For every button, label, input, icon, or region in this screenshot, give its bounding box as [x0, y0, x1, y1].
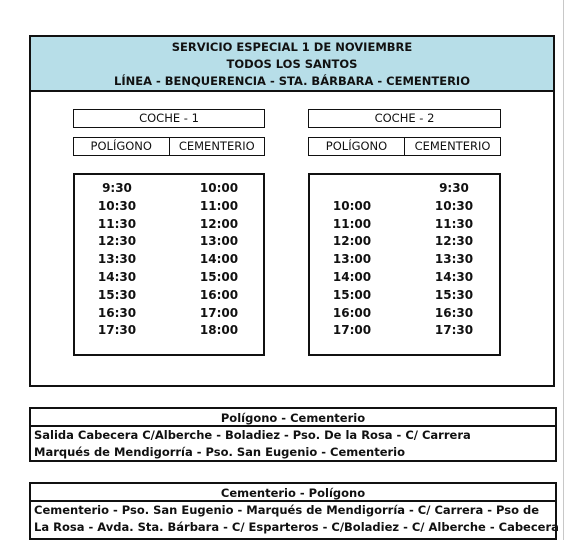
- coche-2-cementerio-time: 10:30: [434, 198, 474, 213]
- coche-1-time-row: [75, 179, 263, 197]
- coche-2-cementerio-time: 14:30: [434, 270, 474, 284]
- coche-2-cementerio-time: 17:30: [434, 323, 474, 338]
- coche-2-col-cementerio: CEMENTERIO: [404, 138, 500, 155]
- header-line-2: TODOS LOS SANTOS: [226, 57, 358, 71]
- coche-1-col-cementerio: CEMENTERIO: [169, 138, 265, 155]
- coche-2-col-poligono: POLÍGONO: [325, 139, 388, 153]
- coche-1-time-row: [75, 197, 263, 215]
- coche-1-poligono-time: 12:30: [97, 234, 137, 249]
- coche-2-cementerio-time: 9:30: [439, 181, 469, 195]
- coche-1-time-row: [75, 321, 263, 339]
- page-edge-line: [563, 0, 564, 540]
- coche-1-title: COCHE - 1: [73, 109, 265, 128]
- coche-2-cementerio-time: 13:30: [434, 252, 474, 267]
- coche-1-cementerio-time: 17:00: [199, 305, 239, 320]
- coche-2-poligono-time: 11:00: [332, 216, 372, 231]
- coche-1-poligono-time: 9:30: [102, 181, 132, 195]
- coche-1-poligono-time: 15:30: [97, 287, 137, 302]
- coche-2-time-row: [310, 286, 499, 304]
- coche-2-poligono-time: 13:00: [332, 252, 372, 267]
- coche-1-time-row: [75, 250, 263, 268]
- coche-2-poligono-time: 17:00: [332, 323, 372, 338]
- coche-2-cementerio-time: 12:30: [434, 234, 474, 249]
- coche-1-poligono-time: 13:30: [97, 252, 137, 267]
- coche-2-time-row: [310, 321, 499, 339]
- coche-2-time-row: [310, 179, 499, 197]
- coche-1-cementerio-time: 15:00: [199, 270, 239, 284]
- coche-1-poligono-time: 16:30: [97, 305, 137, 320]
- schedule-header: [31, 37, 553, 92]
- route-cementerio-poligono: [29, 482, 557, 540]
- coche-2-time-row: [310, 232, 499, 250]
- coche-1-cementerio-time: 18:00: [199, 323, 239, 338]
- header-line-1: SERVICIO ESPECIAL 1 DE NOVIEMBRE: [171, 40, 413, 54]
- coche-2-title: COCHE - 2: [308, 109, 501, 128]
- coche-2-poligono-time: 10:00: [332, 198, 372, 213]
- coche-2-time-row: [310, 215, 499, 233]
- coche-2-time-row: [310, 268, 499, 286]
- coche-1-time-row: [75, 286, 263, 304]
- route-poligono-cementerio: [29, 407, 557, 462]
- coche-1-poligono-time: 10:30: [97, 198, 137, 213]
- coche-2-poligono-time: 15:00: [332, 287, 372, 302]
- coche-1-col-poligono: POLÍGONO: [90, 139, 152, 153]
- coche-1-column-headers: [73, 137, 265, 156]
- route-1-line-2: Marqués de Mendigorría - Pso. San Eugenio - Cementerio: [34, 445, 406, 459]
- schedule-panel: [29, 35, 555, 387]
- coche-2-timetable: [308, 173, 501, 356]
- coche-1-cementerio-time: 10:00: [199, 181, 239, 195]
- coche-1-time-row: [75, 268, 263, 286]
- coche-1-time-row: [75, 215, 263, 233]
- coche-1-cementerio-time: 12:00: [199, 216, 239, 231]
- coche-1-cementerio-time: 14:00: [199, 252, 239, 267]
- coche-1-timetable: [73, 173, 265, 356]
- route-1-line-1: Salida Cabecera C/Alberche - Boladiez - Pso. De la Rosa - C/ Carrera: [34, 428, 471, 442]
- coche-2-time-row: [310, 250, 499, 268]
- route-2-title: Cementerio - Polígono: [31, 484, 555, 502]
- coche-2-cementerio-time: 11:30: [434, 216, 474, 231]
- coche-1-poligono-time: 11:30: [97, 216, 137, 231]
- coche-2-poligono-time: 16:00: [332, 305, 372, 320]
- coche-2-poligono-time: 14:00: [332, 270, 372, 284]
- coche-1-time-row: [75, 232, 263, 250]
- coche-2-time-row: [310, 304, 499, 322]
- route-1-title: Polígono - Cementerio: [31, 409, 555, 427]
- coche-1-cementerio-time: 13:00: [199, 234, 239, 249]
- coche-2-column-headers: [308, 137, 501, 156]
- route-2-line-1: Cementerio - Pso. San Eugenio - Marqués de Mendigorría - C/ Carrera - Pso de: [34, 503, 540, 517]
- coche-2-time-row: [310, 197, 499, 215]
- coche-2-poligono-time: 12:00: [332, 234, 372, 249]
- coche-1-poligono-time: 14:30: [97, 270, 137, 284]
- coche-2-cementerio-time: 16:30: [434, 305, 474, 320]
- coche-1-cementerio-time: 11:00: [199, 198, 239, 213]
- coche-2-cementerio-time: 15:30: [434, 287, 474, 302]
- route-2-line-2: La Rosa - Avda. Sta. Bárbara - C/ Esparteros - C/Boladiez - C/ Alberche - Cabecera: [34, 520, 559, 534]
- coche-1-time-row: [75, 304, 263, 322]
- coche-1-cementerio-time: 16:00: [199, 287, 239, 302]
- header-line-3: LÍNEA - BENQUERENCIA - STA. BÁRBARA - CEMENTERIO: [114, 74, 470, 88]
- coche-1-poligono-time: 17:30: [97, 323, 137, 338]
